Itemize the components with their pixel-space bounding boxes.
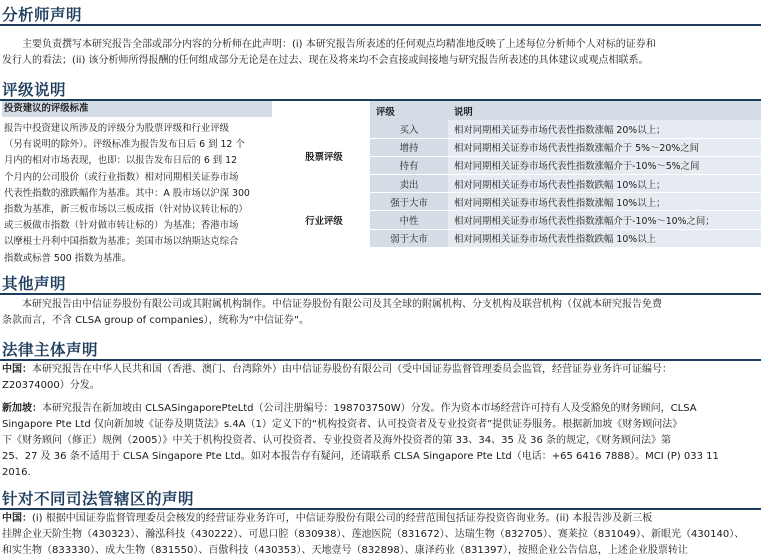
table-row (278, 193, 761, 211)
legal-china-text (2, 362, 759, 394)
text-line: 主要负责撰写本研究报告全部或部分内容的分析师在此声明：(i) 本研究报告所表述的任何观点均精准地反映了上述每位分析师个人对标的证券和 (22, 39, 656, 50)
text-span: (i) 根据中国证券监督管理委员会核发的经营证券业务许可，中信证券股份有限公司的经营范围包括证券投资咨询业务。(ii) 本报告涉及新三板 (32, 513, 653, 524)
text-line: Singapore Pte Ltd 仅向新加坡《证券及期货法》s.4A（1）定义下的“机构投资者、认可投资者及专业投资者”提供证券服务。根据新加坡《财务顾问法》 (2, 419, 683, 430)
rating-level: 持有 (370, 156, 448, 174)
legal-entity-heading: 法律主体声明 (2, 341, 99, 359)
table-header-blank (278, 101, 370, 120)
table-header-row (278, 101, 761, 120)
rating-desc: 相对同期相关证券市场代表性指数涨幅 20%以上； (448, 120, 761, 138)
china-label: 中国： (2, 364, 32, 375)
text-line: 代表性指数的涨跌幅作为基准。其中：A 股市场以沪深 300 (4, 187, 250, 199)
text-span: 本研究报告在中华人民共和国（香港、澳门、台湾除外）由中信证券股份有限公司（受中国证券监督管理委员会监管，经营证券业务许可证编号： (32, 364, 672, 375)
text-line: 本研究报告由中信证券股份有限公司或其附属机构制作。中信证券股份有限公司及其全球的附属机构、分支机构及联营机构（仅就本研究报告免费 (22, 299, 662, 310)
text-line (2, 362, 759, 378)
text-line: 指数为基准，新三板市场以三板成指（针对协议转让标的） (4, 204, 248, 216)
text-line: 2016. (2, 467, 31, 478)
text-span: 本研究报告在新加坡由 CLSASingaporePteLtd（公司注册编号：198703750W）分发。作为资本市场经营许可持有人及受豁免的财务顾问，CLSA (42, 403, 697, 414)
rating-level: 卖出 (370, 175, 448, 193)
text-line: 和实生物（833330）、成大生物（831550）、百傲科技（430353）、天地壹号（832898）、康泽药业（831397），按照企业公告信息，上述企业股票转让 (2, 545, 688, 556)
text-line: Z20374000）分发。 (2, 380, 100, 391)
text-line: 个月内的公司股价（或行业指数）相对同期相关证券市场 (4, 171, 239, 183)
rating-desc: 相对同期相关证券市场代表性指数涨幅介于-10%～10%之间； (448, 211, 761, 229)
china-label: 中国： (2, 513, 32, 524)
section-divider (0, 24, 761, 26)
text-line: 报告中投资建议所涉及的评级分为股票评级和行业评级 (4, 123, 230, 134)
text-line: 指数或标普 500 指数为基准。 (4, 252, 131, 264)
section-divider (0, 359, 761, 361)
rating-table (278, 101, 761, 248)
text-line: 以摩根士丹利中国指数为基准；美国市场以纳斯达克综合 (4, 236, 239, 248)
section-divider (0, 508, 761, 510)
rating-level: 强于大市 (370, 193, 448, 211)
rating-standard-title: 投资建议的评级标准 (2, 101, 272, 117)
table-row (278, 120, 761, 138)
text-line (2, 511, 759, 527)
industry-rating-group: 行业评级 (278, 193, 370, 248)
legal-singapore-text (2, 401, 759, 481)
other-statement-heading: 其他声明 (2, 275, 67, 293)
text-line: 条款而言，不含 CLSA group of companies），统称为“中信证券”。 (2, 315, 309, 326)
rating-standard-text (2, 121, 272, 267)
singapore-label: 新加坡： (2, 403, 42, 414)
rating-desc: 相对同期相关证券市场代表性指数涨幅介于 5%～20%之间 (448, 138, 761, 156)
stock-rating-group: 股票评级 (278, 120, 370, 193)
rating-explanation-heading: 评级说明 (2, 81, 67, 99)
text-line: 下《财务顾问（修正）规例（2005）》中关于机构投资者、认可投资者、专业投资者及海外投资者的第 33、34、35 及 36 条的规定，《财务顾问法》第 (2, 435, 672, 446)
jurisdiction-heading: 针对不同司法管辖区的声明 (2, 490, 195, 508)
rating-desc: 相对同期相关证券市场代表性指数跌幅 10%以上； (448, 175, 761, 193)
rating-desc: 相对同期相关证券市场代表性指数跌幅 10%以上 (448, 229, 761, 247)
text-line: 或三板做市指数（针对做市转让标的）为基准；香港市场 (4, 220, 239, 232)
jurisdiction-text (2, 511, 759, 556)
text-line (2, 401, 759, 417)
text-line: 挂牌企业天阶生物（430323）、瀚泓科技（430222）、可恩口腔（830938）、莲池医院（831672）、达瑞生物（832705）、赛莱拉（831049）、新眼光（430140）、 (2, 529, 745, 540)
text-line: 25、27 及 36 条不适用于 CLSA Singapore Pte Ltd。如对本报告存有疑问，还请联系 CLSA Singapore Pte Ltd（电话：+65 6416 7888）。MCI (P) 033 11 (2, 451, 719, 462)
analyst-statement-heading: 分析师声明 (2, 6, 83, 24)
table-header-level: 评级 (370, 101, 448, 120)
rating-desc: 相对同期相关证券市场代表性指数涨幅介于-10%～5%之间 (448, 156, 761, 174)
rating-standard-panel (2, 101, 272, 267)
text-line: 月内的相对市场表现，也即：以报告发布日后的 6 到 12 (4, 155, 238, 167)
rating-level: 增持 (370, 138, 448, 156)
analyst-statement-text (2, 37, 759, 69)
section-divider (0, 293, 761, 295)
rating-level: 弱于大市 (370, 229, 448, 247)
rating-desc: 相对同期相关证券市场代表性指数涨幅 10%以上； (448, 193, 761, 211)
text-line: 发行人的看法；(ii) 该分析师所得报酬的任何组成部分无论是在过去、现在及将来均不会直接或间接地与研究报告所表述的具体建议或观点相联系。 (2, 55, 649, 66)
other-statement-text (2, 297, 759, 329)
table-header-desc: 说明 (448, 101, 761, 120)
text-line: （另有说明的除外）。评级标准为报告发布日后 6 到 12 个 (4, 139, 245, 151)
rating-level: 中性 (370, 211, 448, 229)
rating-level: 买入 (370, 120, 448, 138)
